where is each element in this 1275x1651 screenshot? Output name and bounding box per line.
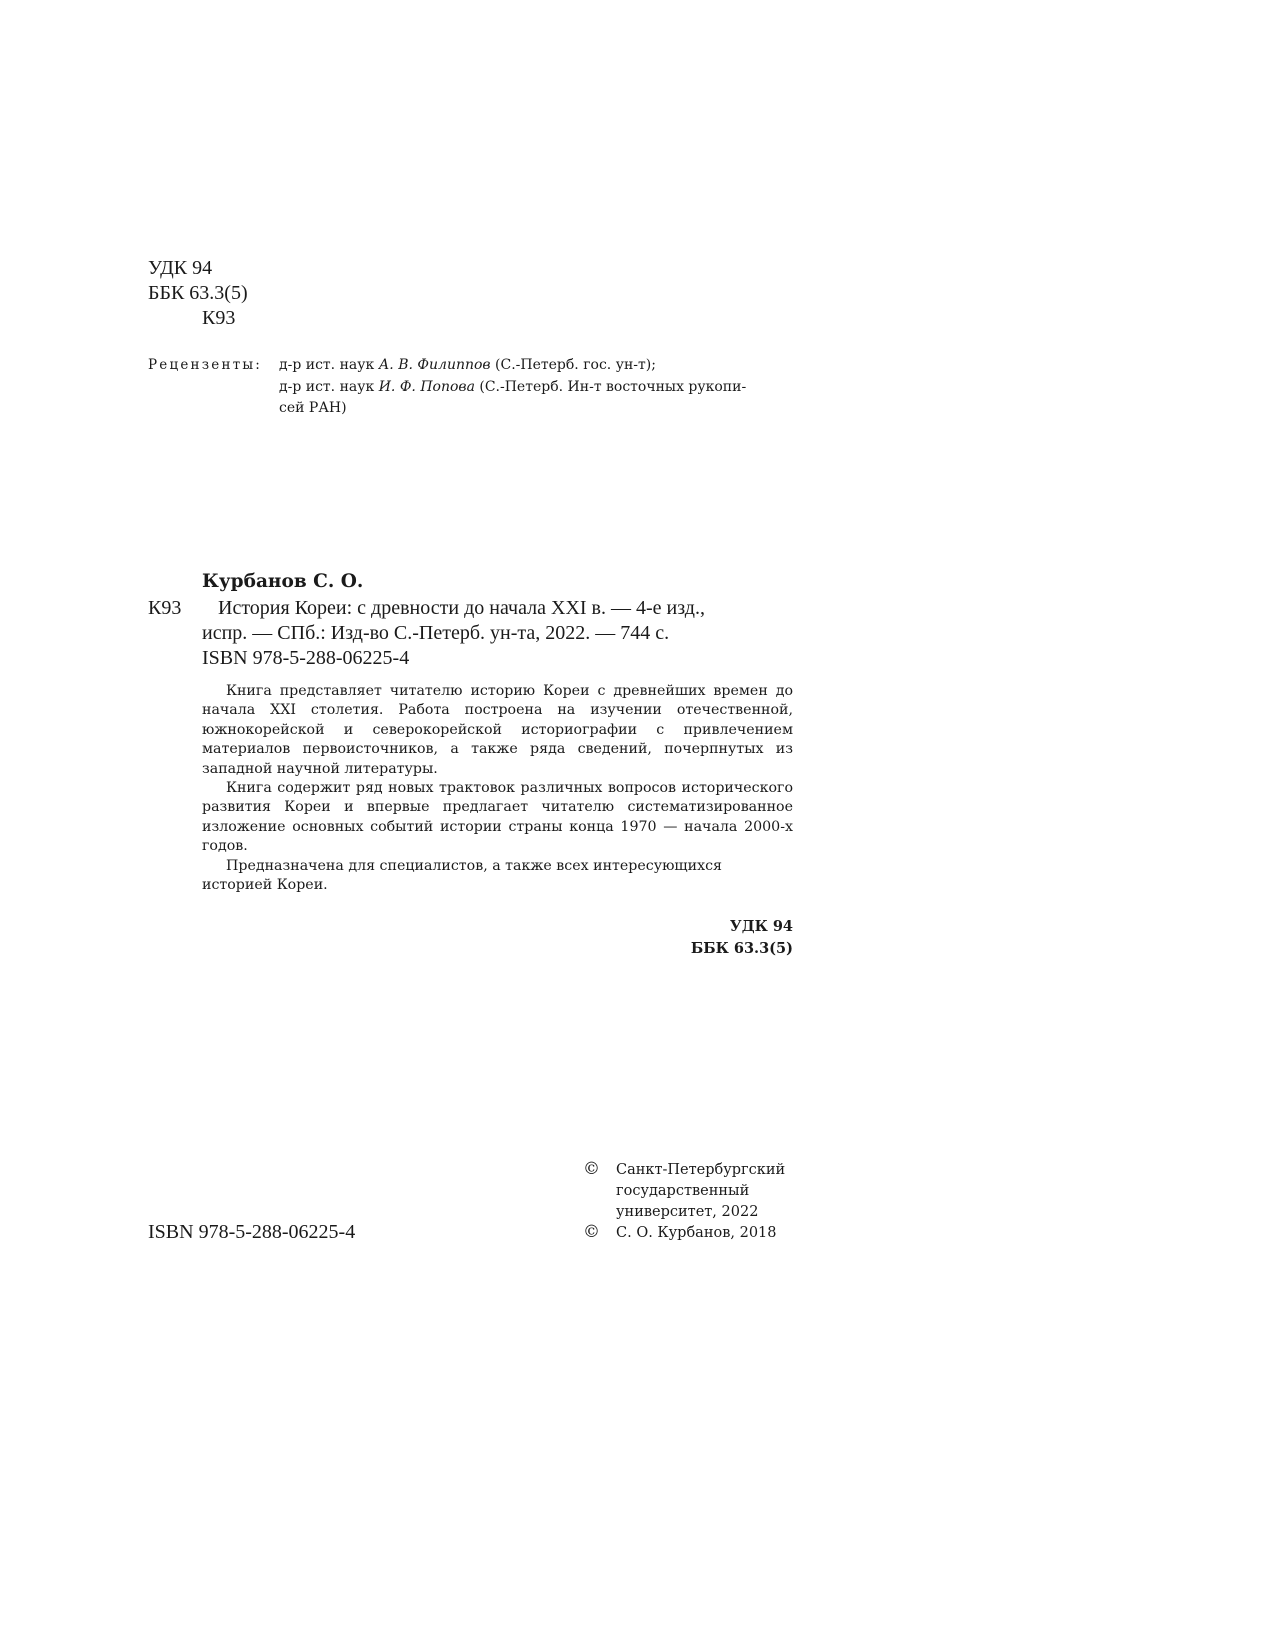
annotation <box>202 682 793 895</box>
reviewer-name: А. В. Филиппов <box>378 357 491 373</box>
copyright-symbol: © <box>583 1159 600 1179</box>
copyright-holder-line: государственный <box>616 1183 750 1199</box>
bbk-code: ББК 63.3(5) <box>148 282 248 304</box>
reviewer-line-3: сей РАН) <box>279 400 347 416</box>
reviewer-affiliation: (С.-Петерб. Ин-т восточных рукопи- <box>474 379 747 395</box>
copyright-holder-line: Санкт-Петербургский <box>616 1162 786 1178</box>
copyright-holder-line: университет, 2022 <box>616 1204 759 1220</box>
entry-sign: К93 <box>148 597 182 619</box>
copyright-holder-university <box>616 1160 785 1223</box>
reviewer-name: И. Ф. Попова <box>378 379 475 395</box>
reviewer-affiliation: (С.-Петерб. гос. ун-т); <box>490 357 656 373</box>
reviewer-prefix: д-р ист. наук <box>279 379 379 395</box>
entry-isbn: ISBN 978-5-288-06225-4 <box>202 647 410 669</box>
index-bbk: ББК 63.3(5) <box>690 940 793 957</box>
isbn-number: ISBN 978-5-288-06225-4 <box>148 1221 356 1243</box>
udk-code: УДК 94 <box>148 257 213 279</box>
copyright-symbol: © <box>583 1222 600 1242</box>
entry-title-line: История Кореи: с древности до начала XXI в. — 4-е изд., <box>218 597 705 619</box>
annotation-paragraph: Предназначена для специалистов, а также всех интересующихся историей Кореи. <box>202 857 722 894</box>
annotation-paragraph: Книга представляет читателю историю Кореи с древнейших времен до начала XXI столетия. Работа построена на изучении отечественной, южнокорейской и северокорейской историографии с привлечением материалов первоисточников, а также ряда сведений, почерпнутых из западной научной литературы. <box>202 683 793 777</box>
entry-imprint-line: испр. — СПб.: Изд-во С.-Петерб. ун-та, 2022. — 744 с. <box>202 622 670 644</box>
reviewers-label: Рецензенты: <box>148 357 263 373</box>
reviewer-line-1 <box>279 357 656 373</box>
reviewer-line-2 <box>279 379 746 395</box>
reviewer-prefix: д-р ист. наук <box>279 357 379 373</box>
index-udk: УДК 94 <box>729 918 793 935</box>
book-author: Курбанов С. О. <box>202 571 364 592</box>
annotation-paragraph: Книга содержит ряд новых трактовок различных вопросов исторического развития Кореи и впервые предлагает читателю систематизированное изложение основных событий истории страны конца 1970 — начала 2000-х годов. <box>202 780 793 855</box>
author-sign: К93 <box>202 307 236 329</box>
copyright-holder-author: С. О. Курбанов, 2018 <box>616 1225 777 1241</box>
